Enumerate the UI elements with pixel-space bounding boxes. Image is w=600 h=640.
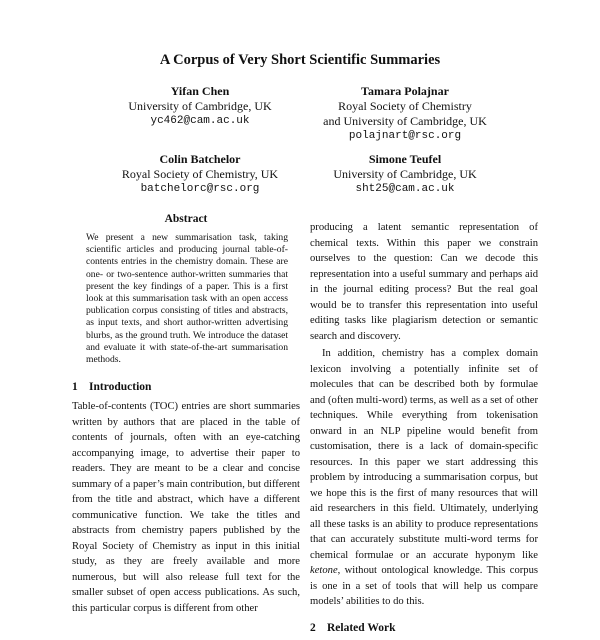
author-name: Yifan Chen: [170, 84, 230, 98]
section-heading: [310, 622, 538, 634]
intro-paragraph: Table-of-contents (TOC) entries are short summaries written by authors that are placed in the table of contents of journals, often with an eye-catching accompanying image, to advertise their paper to readers. They are meant to be a clear and concise summary of a paper’s main contribution, but different from the title and abstract, which have a different communicative function. We take the titles and abstracts from chemistry papers published by the Royal Society of Chemistry as input in this initial study, as they are freely available and more numerous, but will also release full text for the smaller subset of open access publications. As such, this particular corpus is different from other: [72, 401, 300, 614]
author-block: [80, 152, 320, 197]
author-affiliation: Royal Society of Chemistry: [338, 99, 472, 113]
section-number: 2: [310, 621, 316, 634]
author-name: Colin Batchelor: [159, 152, 241, 166]
section-heading: [72, 381, 300, 393]
paragraph-text: In addition, chemistry has a complex domain lexicon involving a potentially infinite set of molecules that can be described both by formulae and (often multi-word) terms, as well as a set of other techniques. While everything from tokenisation onward in an NLP pipeline would benefit from customisation, there is a lack of domain-specific resources. In this paper we start addressing this problem by introducing a summarisation corpus, but we hope this is the first of many resources that will aid researchers in this field. Ultimately, underlying all these tasks is an ability to produce representations that can accurately substitute multi-word terms for chemical formulae or an accurate hyponym like: [310, 348, 538, 561]
right-column: [310, 220, 538, 640]
author-affiliation: and University of Cambridge, UK: [323, 114, 487, 128]
author-affiliation: Royal Society of Chemistry, UK: [121, 167, 279, 181]
author-email: sht25@cam.ac.uk: [355, 183, 455, 195]
author-name: Tamara Polajnar: [361, 84, 449, 98]
intro-paragraph: producing a latent semantic representation of chemical texts. Within this paper we constrain ourselves to the question: Can we decode this representation into a useful summary and perhaps aid in the journal editing process? But the real goal would be to transfer this representation into useful editing tasks like plagiarism detection or semantic search and discovery.: [310, 222, 538, 342]
section-number: 1: [72, 381, 78, 394]
author-name: Simone Teufel: [368, 152, 442, 166]
paragraph-text: , without ontological knowledge. This corpus is one in a set of tools that will help us compare models’ abilities to do this.: [310, 565, 538, 607]
author-affiliation: University of Cambridge, UK: [128, 99, 272, 113]
author-email: batchelorc@rsc.org: [140, 183, 260, 195]
author-affiliation: University of Cambridge, UK: [333, 167, 477, 181]
author-block: [80, 84, 320, 129]
author-block: [285, 152, 525, 197]
intro-paragraph: [310, 346, 538, 610]
abstract-heading: Abstract: [164, 213, 208, 225]
author-email: polajnart@rsc.org: [348, 130, 462, 142]
italic-term: ketone: [310, 565, 338, 576]
author-block: [285, 84, 525, 144]
section-title: Related Work: [327, 621, 396, 634]
left-column: [72, 213, 300, 616]
section-title: Introduction: [89, 381, 152, 394]
author-email: yc462@cam.ac.uk: [150, 115, 250, 127]
abstract-text: We present a new summarisation task, taking scientific articles and producing journal table-of-contents entries in the chemistry domain. These are one- or two-sentence author-written summaries that present the key findings of a paper. This is a first look at this summarisation task with an open access publication corpus consisting of titles and abstracts, as input texts, and short author-written advertising blurbs, as the ground truth. We introduce the dataset and evaluate it with state-of-the-art summarisation methods.: [86, 232, 288, 366]
paper-title: A Corpus of Very Short Scientific Summaries: [159, 52, 441, 68]
